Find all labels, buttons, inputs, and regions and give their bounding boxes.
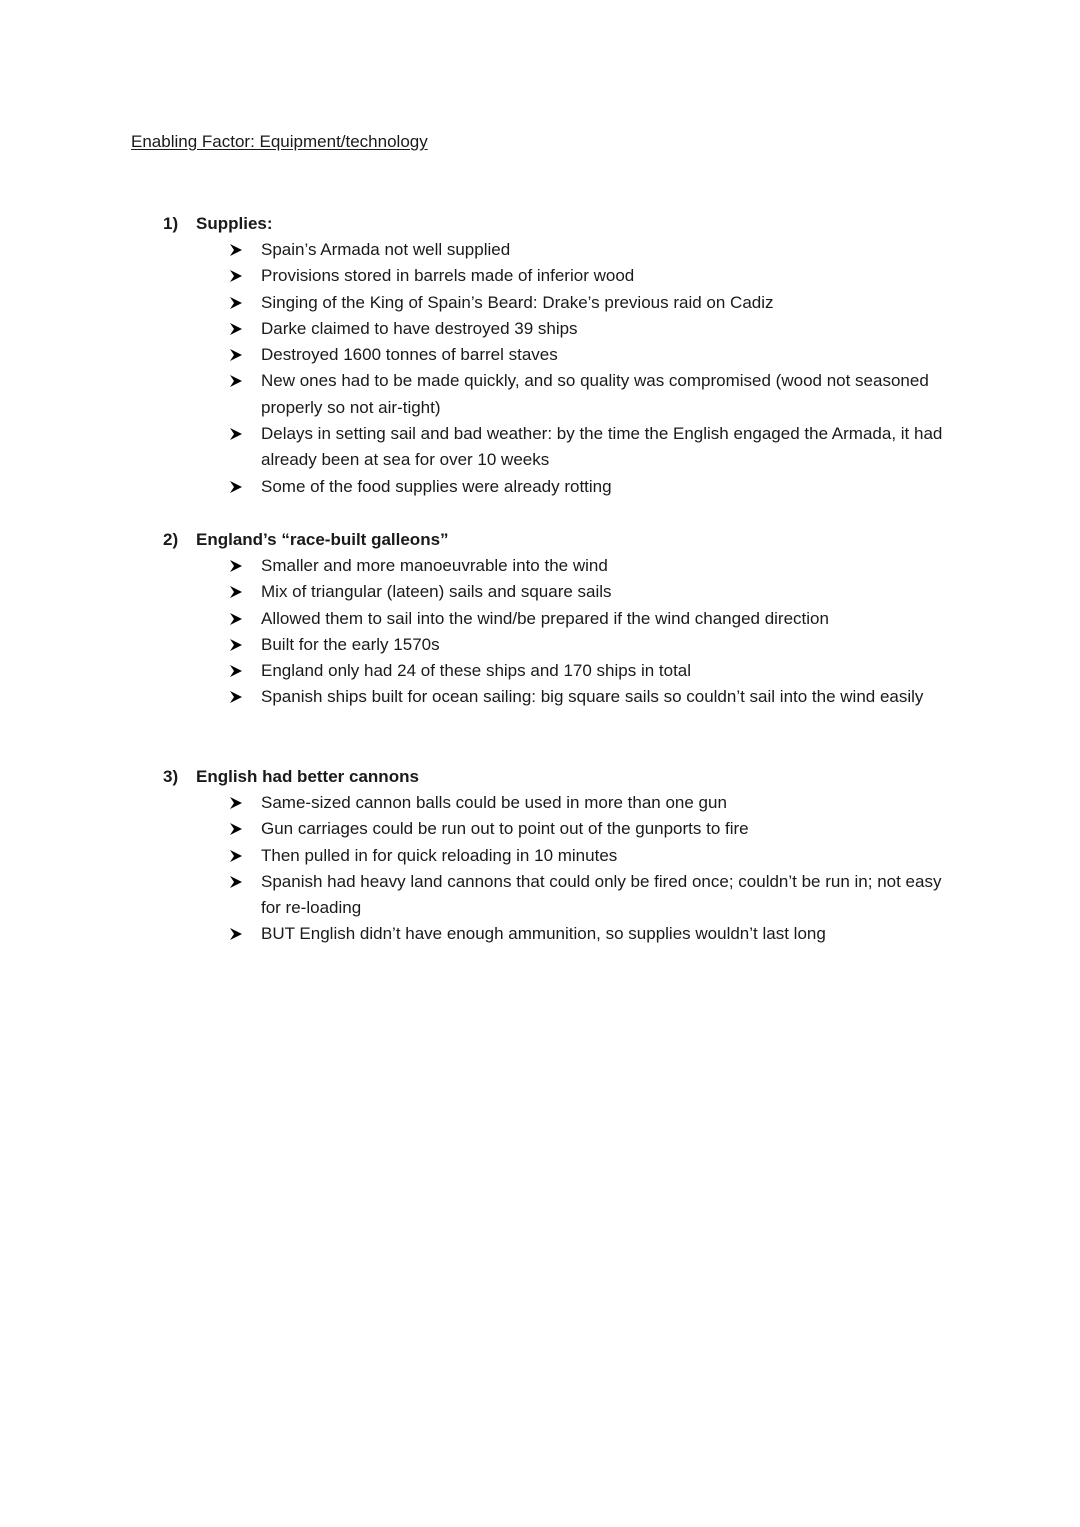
list-item: Allowed them to sail into the wind/be prepared if the wind changed direction [229,606,963,632]
section-title: England’s “race-built galleons” [196,530,449,549]
section-number: 1) [163,214,179,233]
list-item: Singing of the King of Spain’s Beard: Drake’s previous raid on Cadiz [229,290,963,316]
arrow-bullet-icon [229,658,261,684]
arrow-bullet-icon [229,368,261,394]
arrow-bullet-icon [229,606,261,632]
arrow-bullet-icon [229,421,261,447]
section-title: English had better cannons [196,767,419,786]
arrow-bullet-icon [229,263,261,289]
list-item: Destroyed 1600 tonnes of barrel staves [229,342,963,368]
bullet-list [163,237,963,500]
section-number: 2) [163,530,179,549]
list-item: Delays in setting sail and bad weather: by the time the English engaged the Armada, it had already been at sea for over 10 weeks [229,421,963,474]
list-item: BUT English didn’t have enough ammunition, so supplies wouldn’t last long [229,921,963,947]
arrow-bullet-icon [229,237,261,263]
arrow-bullet-icon [229,632,261,658]
list-item: Smaller and more manoeuvrable into the wind [229,553,963,579]
list-item: Spanish had heavy land cannons that could only be fired once; couldn’t be run in; not easy for re-loading [229,869,963,922]
list-item: England only had 24 of these ships and 170 ships in total [229,658,963,684]
page-title: Enabling Factor: Equipment/technology [131,132,428,151]
arrow-bullet-icon [229,816,261,842]
section-title: Supplies: [196,214,273,233]
arrow-bullet-icon [229,290,261,316]
arrow-bullet-icon [229,553,261,579]
list-item: Darke claimed to have destroyed 39 ships [229,316,963,342]
section-heading [163,211,963,237]
list-item: Then pulled in for quick reloading in 10 minutes [229,843,963,869]
arrow-bullet-icon [229,869,261,895]
list-item: Same-sized cannon balls could be used in more than one gun [229,790,963,816]
section-number: 3) [163,767,179,786]
arrow-bullet-icon [229,579,261,605]
list-item: Provisions stored in barrels made of inferior wood [229,263,963,289]
arrow-bullet-icon [229,843,261,869]
arrow-bullet-icon [229,342,261,368]
section-heading [163,764,963,790]
list-item: Mix of triangular (lateen) sails and square sails [229,579,963,605]
section-cannons [163,764,963,948]
section-supplies [163,211,963,500]
list-item: Built for the early 1570s [229,632,963,658]
bullet-list [163,790,963,948]
list-item: New ones had to be made quickly, and so quality was compromised (wood not seasoned properly so not air-tight) [229,368,963,421]
list-item: Gun carriages could be run out to point out of the gunports to fire [229,816,963,842]
arrow-bullet-icon [229,921,261,947]
arrow-bullet-icon [229,316,261,342]
list-item: Some of the food supplies were already rotting [229,474,963,500]
list-item: Spain’s Armada not well supplied [229,237,963,263]
bullet-list [163,553,963,711]
arrow-bullet-icon [229,684,261,710]
section-heading [163,527,963,553]
arrow-bullet-icon [229,790,261,816]
section-galleons [163,527,963,711]
list-item: Spanish ships built for ocean sailing: big square sails so couldn’t sail into the wind easily [229,684,963,710]
arrow-bullet-icon [229,474,261,500]
